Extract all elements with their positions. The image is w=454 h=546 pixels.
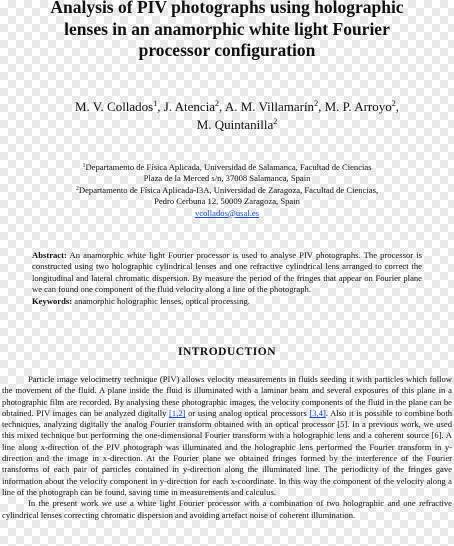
affiliation-mark: 2 [75,185,79,192]
author-name: M. Quintanilla [196,116,274,132]
title-line: Analysis of PIV photographs using holographic [50,0,404,17]
author-affiliation-mark: 2 [391,99,396,108]
section-heading: INTRODUCTION [177,346,276,358]
affiliation-line [20,185,434,196]
author-list [40,98,434,133]
affiliation-mark: 1 [82,163,86,169]
abstract-text: An anamorphic white light Fourier processor is used to analyse PIV photographs. The processor is constructed using two holographic cylindrical lenses and one refractive cylindrical lens arranged to correct the longitudinal and lateral chromatic dispersion. By measure the period of the fringes that appear on Fourier plane we can found one component of the fluid velocity along a line of the photograph. [32,250,422,295]
author-name: J. Atencia [163,99,216,114]
author-separator: , [318,99,325,114]
paragraph-text: or using analog optical processors [185,407,310,418]
author-separator: , [157,99,164,114]
affiliation-text: Departamento de Física Aplicada, Universidad de Salamanca, Facultad de Ciencias [85,162,372,172]
author-affiliation-mark: 2 [273,116,278,126]
keywords-text: anamorphic holographic lenses, optical processing. [72,295,250,306]
affiliations [20,162,434,219]
affiliation-text: Departamento de Física Aplicada-I3A, Universidad de Zaragoza, Facultad de Ciencias, [78,184,379,195]
author-separator: , [219,99,225,114]
body-paragraph: In the present work we use a white light Fourier processor with a combination of two holographic and one refractive cylindrical lenses correcting chromatic dispersion and avoiding artefact noise of coherent illumination. [2,498,452,520]
author-line [40,116,434,134]
author-name: M. P. Arroyo [324,99,392,114]
title-line: processor configuration [138,40,316,60]
paragraph-text: Particle image velocimetry technique (PIV) allows velocity measurements in fluids seeding it with particles which follow the movement of the fluid. A plane inside the fluid is illuminated with a laminar beam and several exposures of this plane in a photographic film are recorded. By analysing these photographic images, the velocity components of the fluid in the plane can be obtained. PIV images can be analyzed digitally [2,374,452,418]
author-separator: , [395,99,399,114]
email-link[interactable]: vcollados@usal.es [195,207,259,218]
citation-link[interactable]: [3,4] [309,407,326,418]
body-paragraph [2,374,452,498]
keywords-paragraph [32,296,422,307]
author-affiliation-mark: 1 [153,99,158,108]
affiliation-line [20,208,434,219]
keywords-label: Keywords: [32,295,73,306]
abstract-paragraph [32,250,422,296]
title-line: lenses in an anamorphic white light Fourier [64,18,390,39]
affiliation-line [20,162,434,173]
author-affiliation-mark: 2 [314,99,319,108]
introduction-body [2,374,452,521]
author-affiliation-mark: 2 [215,99,220,108]
author-line [40,98,434,116]
affiliation-line: Plaza de la Merced s/n, 37008 Salamanca, Spain [143,173,311,184]
abstract-section [32,250,422,307]
abstract-label: Abstract: [32,250,67,260]
author-name: M. V. Collados [74,99,154,114]
citation-link[interactable]: [1,2] [169,407,186,418]
paper-title [20,0,434,62]
author-name: A. M. Villamarín [224,99,315,114]
paragraph-text: . Also it is possible to combine both techniques, analyzing digitally the analog Fourier transform obtained with an optical processor [5]. In a previous work, we used this mixed technique but performing the one-dimensional Fourier transform with a holographic lens and a coherent source [6]. A line along x-direction of the PIV photograph was illuminated and the holographic lens performed the Fourier transform in y-direction and the image in x-direction. At the Fourier plane we obtained fringes formed by the interference of the Fourier transforms of each pair of particles contained in y-direction along the illuminated line. The periodicity of the fringes gave information about the velocity component in y-direction for each x-coordinate. In this way the component of the velocity along a line of the photograph can be found, saving time in measurements and calculus. [2,407,452,497]
affiliation-line: Pedro Cerbuna 12, 50009 Zaragoza, Spain [154,196,300,207]
